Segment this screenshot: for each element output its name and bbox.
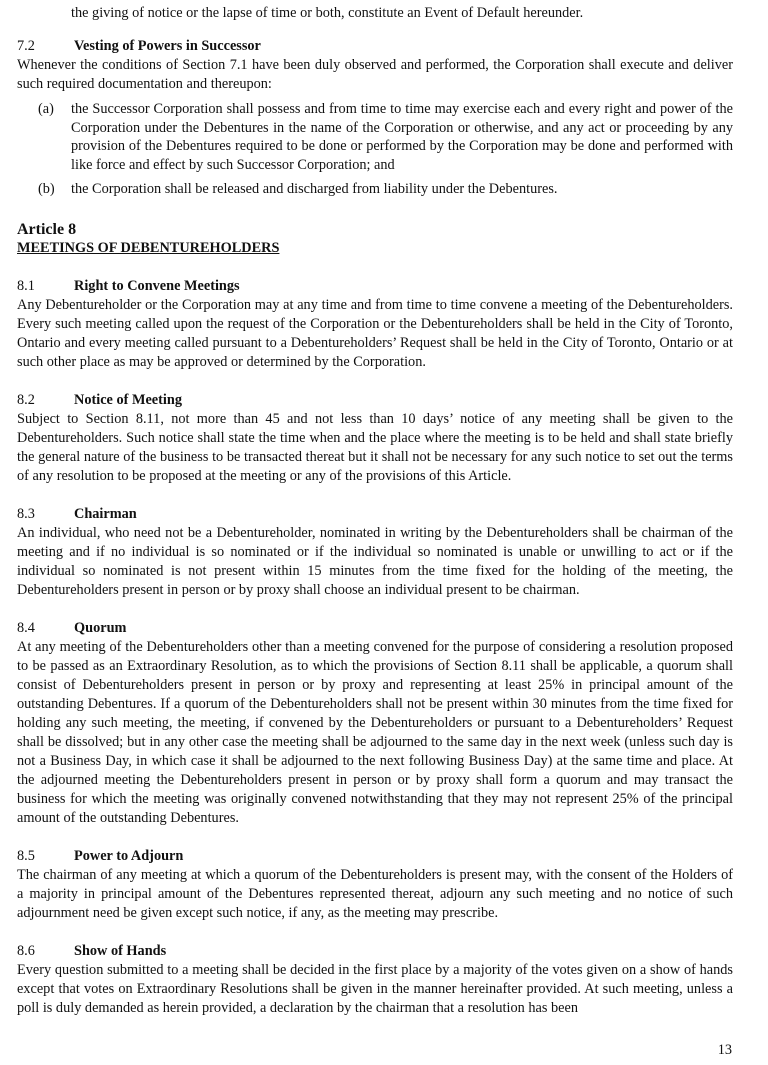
continuation-text: the giving of notice or the lapse of time or both, constitute an Event of Default hereunder.: [71, 5, 584, 21]
section-number: 7.2: [17, 38, 35, 54]
section-title: Quorum: [74, 619, 127, 636]
section-title: Show of Hands: [74, 942, 167, 959]
section-number: 8.5: [17, 847, 35, 864]
item-list: [17, 100, 733, 199]
section-8-6: [17, 942, 733, 1018]
article-title: Article 8: [17, 220, 77, 238]
section-8-5: [17, 847, 733, 923]
document-page: [17, 0, 733, 1018]
section-number: 8.3: [17, 505, 35, 522]
list-item: [38, 180, 733, 199]
section-title: Power to Adjourn: [74, 847, 184, 864]
section-8-2: [17, 391, 733, 486]
section-8-3: [17, 505, 733, 600]
article-subtitle: MEETINGS OF DEBENTUREHOLDERS: [17, 239, 280, 256]
section-number: 8.6: [17, 942, 35, 959]
section-8-4: [17, 619, 733, 828]
page-number: 13: [717, 1042, 732, 1058]
item-text: the Corporation shall be released and discharged from liability under the Debentures.: [71, 181, 558, 197]
item-label: (a): [38, 101, 54, 117]
section-body: Any Debentureholder or the Corporation may at any time and from time to time convene a meeting of the Debentureholders. Every such meeting called upon the request of the Corporation or the Debentureholders shall be held in the City of Toronto, Ontario and every meeting called pursuant to a Debentureholders’ Request shall be held in the City of Toronto, Ontario or at such other place as may be approved or determined by the Corporation.: [17, 296, 733, 370]
article-heading: [17, 221, 733, 257]
section-body: Every question submitted to a meeting shall be decided in the first place by a majority of the votes given on a show of hands except that votes on Extraordinary Resolutions shall be given in the manner hereinafter provided. At such meeting, unless a poll is duly demanded as herein provided, a declaration by the chairman that a resolution has been: [17, 961, 733, 1016]
item-label: (b): [38, 181, 55, 197]
list-item: [38, 100, 733, 174]
section-heading: [17, 391, 733, 410]
section-body: An individual, who need not be a Debentureholder, nominated in writing by the Debentureholders shall be chairman of the meeting and if no individual is so nominated or if the individual so nominated is unable or unwilling to act or if the individual so nominated is not present within 15 minutes from the time fixed for the holding of the meeting, the Debentureholders present in person or by proxy shall choose an individual present to be chairman.: [17, 524, 733, 598]
section-body: Whenever the conditions of Section 7.1 have been duly observed and performed, the Corporation shall execute and deliver such required documentation and thereupon:: [17, 57, 733, 92]
section-heading: [17, 619, 733, 638]
section-body: At any meeting of the Debentureholders other than a meeting convened for the purpose of considering a resolution proposed to be passed as an Extraordinary Resolution, as to which the provisions of Section 8.11 shall be applicable, a quorum shall consist of Debentureholders present in person or by proxy and representing at least 25% in principal amount of the outstanding Debentures. If a quorum of the Debentureholders shall not be present within 30 minutes from the time fixed for holding any such meeting, the meeting, if convened by the Debentureholders or pursuant to a Debentureholders’ Request shall be dissolved; but in any other case the meeting shall be adjourned to the same day in the next week (unless such day is not a Business Day, in which case it shall be adjourned to the next following Business Day) at the same time and place. At the adjourned meeting the Debentureholders present in person or by proxy shall form a quorum and may transact the business for which the meeting was originally convened notwithstanding that they may not represent 25% of the principal amount of the outstanding Debentures.: [17, 638, 733, 826]
section-title: Chairman: [74, 505, 137, 522]
item-text: the Successor Corporation shall possess and from time to time may exercise each and every right and power of the Corporation under the Debentures in the name of the Corporation or otherwise, and any act or proceeding by any provision of the Debentures required to be done or performed by the Corporation may be done and performed with like force and effect by such Successor Corporation; and: [71, 101, 733, 173]
section-title: Vesting of Powers in Successor: [74, 38, 261, 54]
section-7-2: [17, 37, 733, 199]
section-number: 8.2: [17, 391, 35, 408]
section-title: Notice of Meeting: [74, 391, 182, 408]
section-heading: [17, 277, 733, 296]
section-heading: [17, 505, 733, 524]
section-heading: [17, 37, 733, 56]
section-title: Right to Convene Meetings: [74, 277, 240, 294]
section-heading: [17, 847, 733, 866]
section-body: The chairman of any meeting at which a quorum of the Debentureholders is present may, with the consent of the Holders of a majority in principal amount of the Debentures represented thereat, adjourn any such meeting and no notice of such adjournment need be given except such notice, if any, as the meeting may prescribe.: [17, 866, 733, 921]
section-8-1: [17, 277, 733, 372]
section-number: 8.4: [17, 619, 35, 636]
section-number: 8.1: [17, 277, 35, 294]
section-heading: [17, 942, 733, 961]
section-body: Subject to Section 8.11, not more than 45 and not less than 10 days’ notice of any meeting shall be given to the Debentureholders. Such notice shall state the time when and the place where the meeting is to be held and shall state briefly the general nature of the business to be transacted thereat but it shall not be necessary for any such notice to set out the terms of any resolution to be proposed at the meeting or any of the provisions of this Article.: [17, 410, 733, 484]
